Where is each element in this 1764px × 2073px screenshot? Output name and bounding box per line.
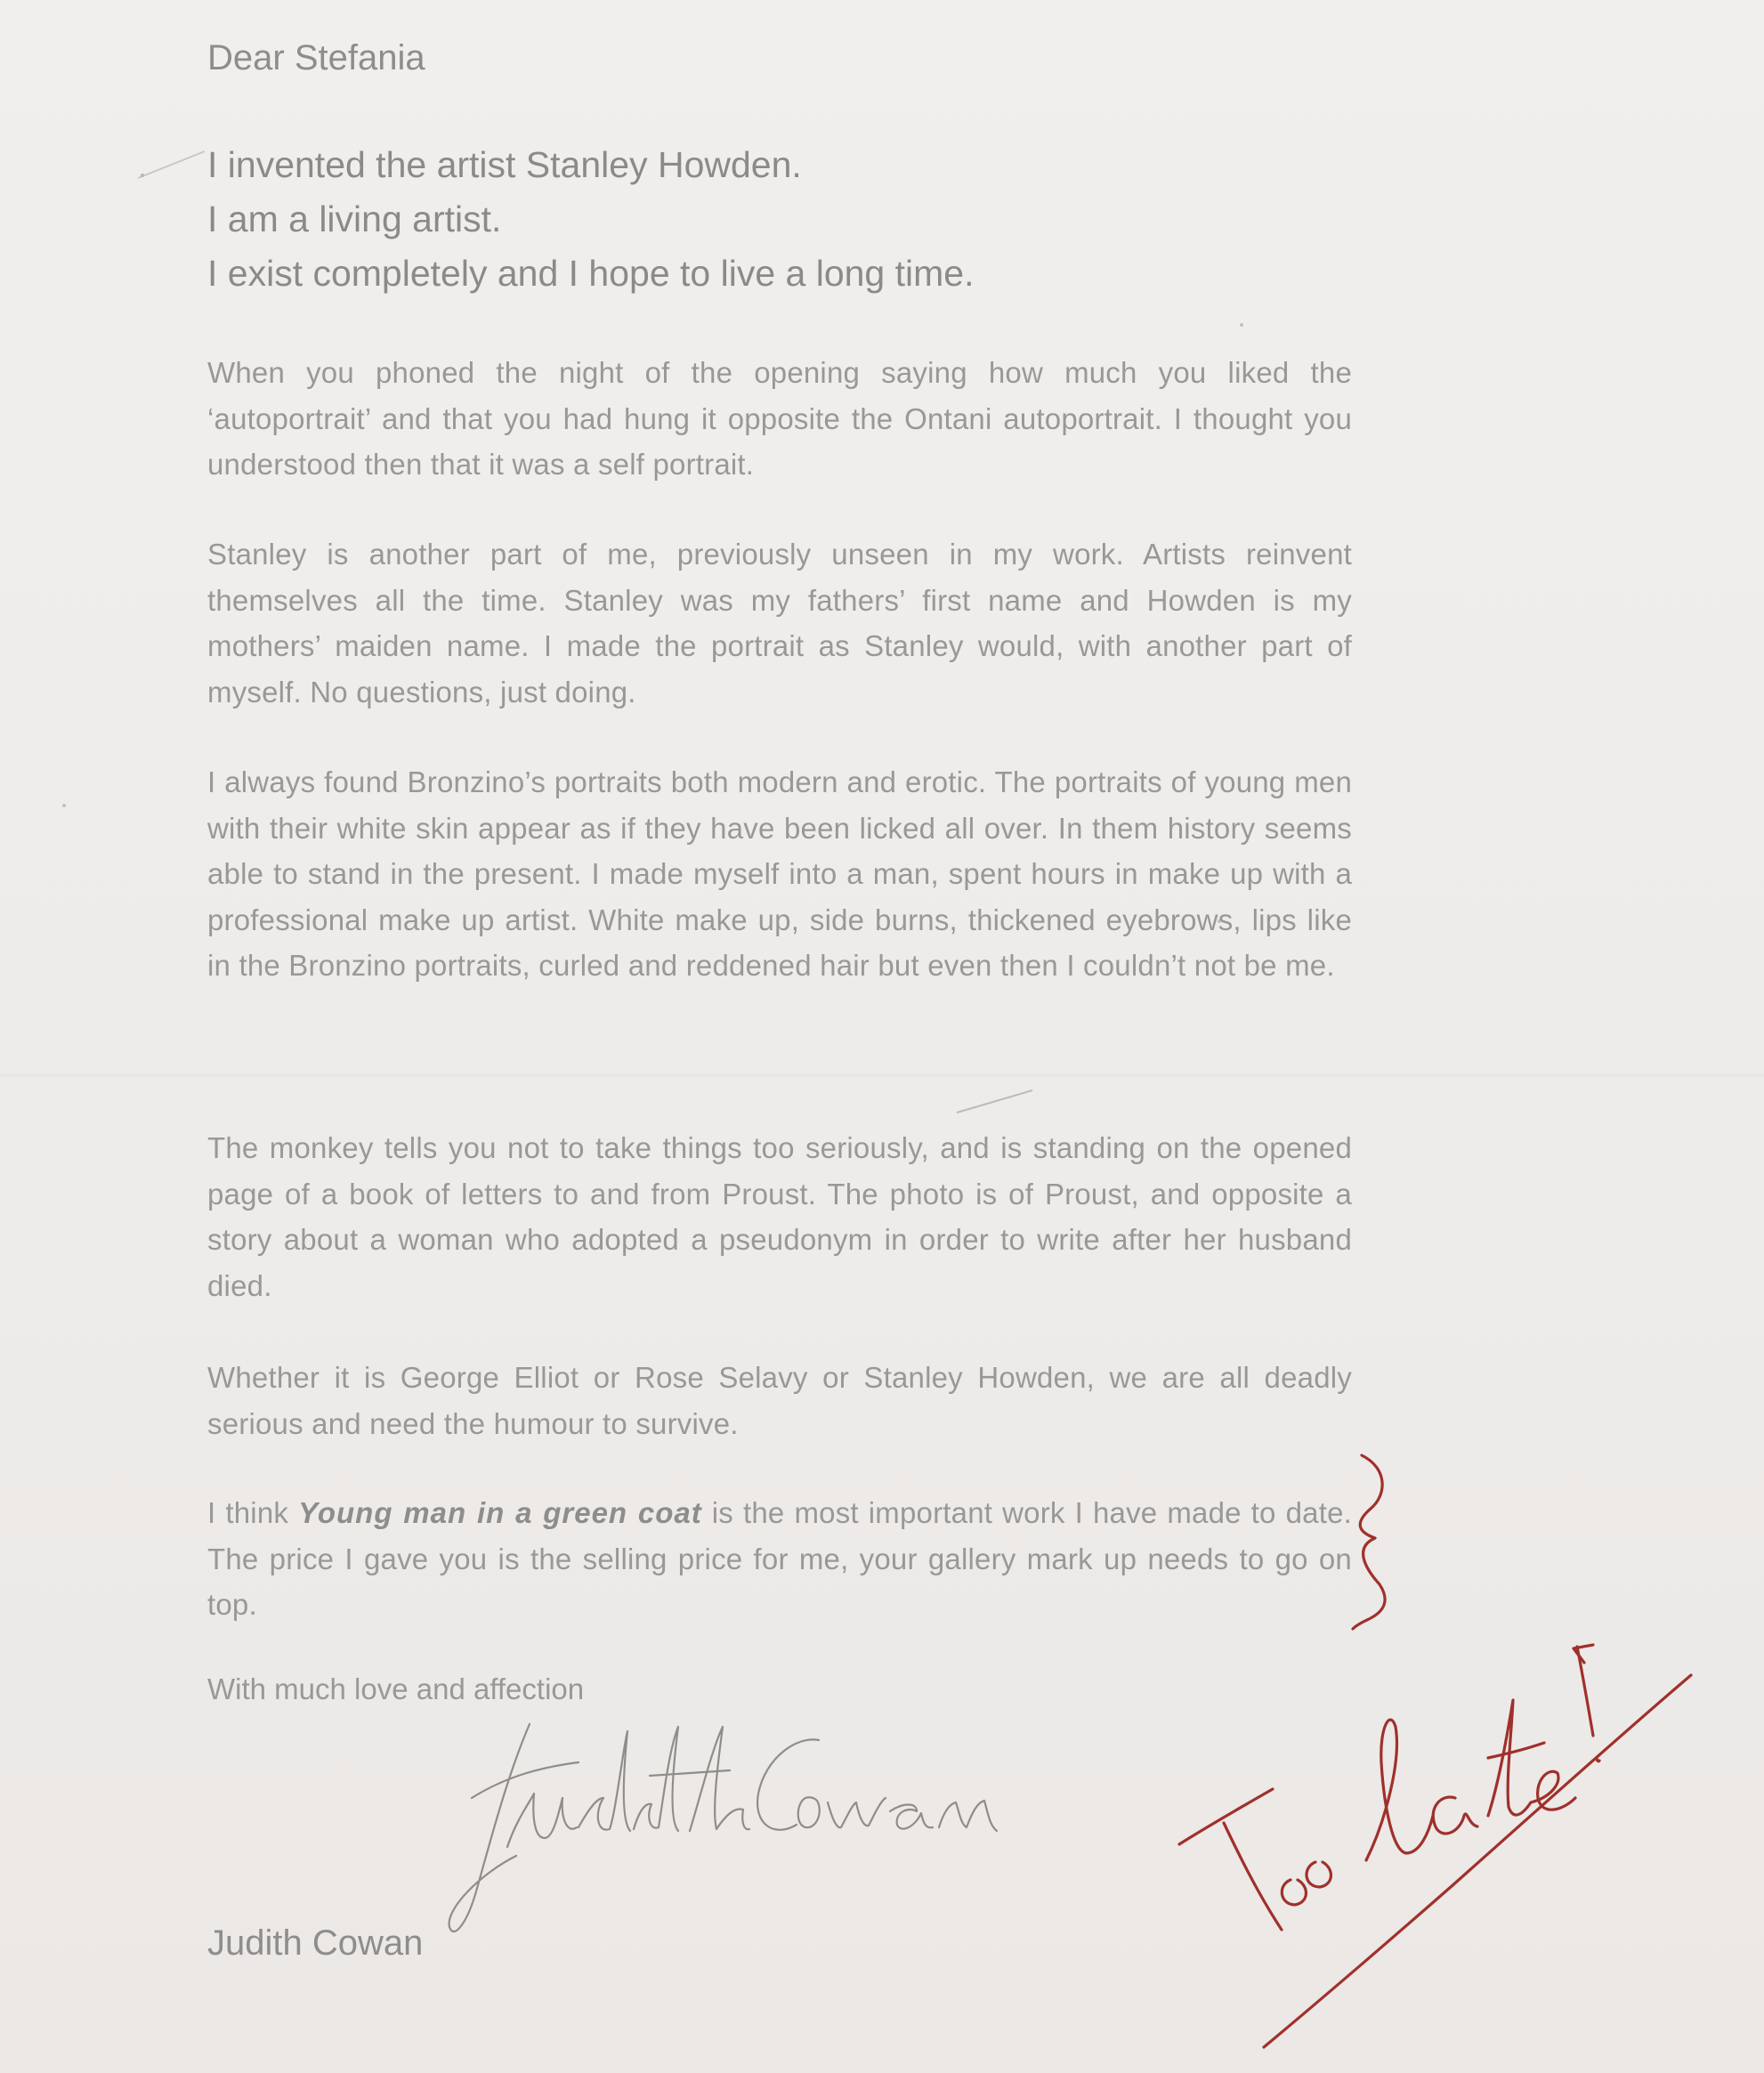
- intro-statement: [207, 138, 1352, 301]
- price-text-after: is the most important work I have made to date. The price I gave you is the selling price for me, your gallery mark up needs to go on top.: [207, 1496, 1352, 1621]
- intro-line: I invented the artist Stanley Howden.: [207, 144, 802, 185]
- handwritten-annotation: [1157, 1442, 1727, 2065]
- artwork-title: Young man in a green coat: [298, 1496, 702, 1529]
- paragraph-phone-call: When you phoned the night of the opening saying how much you liked the ‘autoportrait’ and that you had hung it opposite the Ontani autoportrait. I thought you understood then that it was a self portrait.: [207, 356, 1352, 481]
- handwritten-signature: [445, 1713, 1086, 1945]
- paragraph-monkey: The monkey tells you not to take things too seriously, and is standing on the opened page of a book of letters to and from Proust. The photo is of Proust, and opposite a story about a woman who adopted a pseudonym in order to write after her husband died.: [207, 1131, 1352, 1302]
- salutation: Dear Stefania: [207, 38, 425, 77]
- paragraph-pseudonyms: Whether it is George Elliot or Rose Selavy or Stanley Howden, we are all deadly serious and need the humour to survive.: [207, 1361, 1352, 1440]
- paragraph-bronzino: I always found Bronzino’s portraits both modern and erotic. The portraits of young men with their white skin appear as if they have been licked all over. In them history seems able to stand in the present. I made myself into a man, spent hours in make up with a professional make up artist. White make up, side burns, thickened eyebrows, lips like in the Bronzino portraits, curled and reddened hair but even then I couldn’t not be me.: [207, 765, 1352, 982]
- closing: With much love and affection: [207, 1672, 585, 1705]
- intro-line: I exist completely and I hope to live a long time.: [207, 253, 975, 294]
- signed-name: Judith Cowan: [207, 1923, 424, 1963]
- intro-line: I am a living artist.: [207, 198, 502, 239]
- price-text-before: I think: [207, 1496, 299, 1529]
- paragraph-stanley: Stanley is another part of me, previously unseen in my work. Artists reinvent themselves all the time. Stanley was my fathers’ first name and Howden is my mothers’ maiden name. I made the portrait as Stanley would, with another part of myself. No questions, just doing.: [207, 538, 1352, 709]
